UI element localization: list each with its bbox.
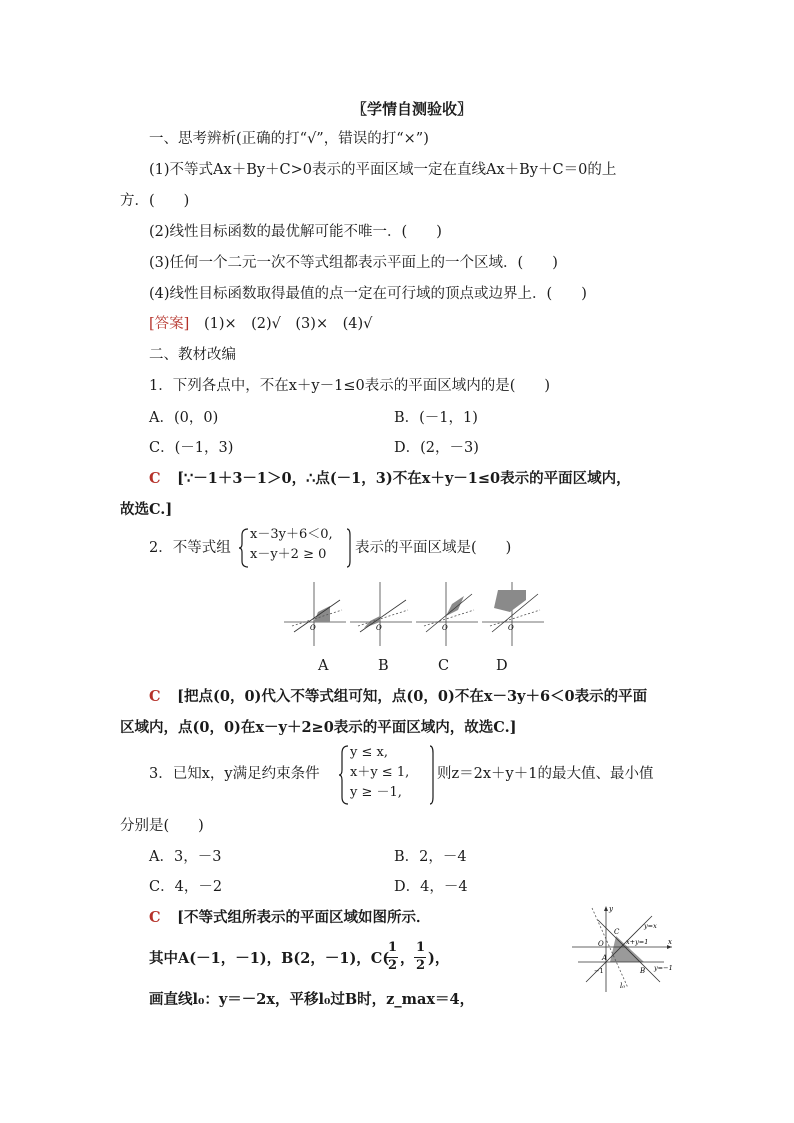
q2-stem-suffix: 表示的平面区域是( ) — [355, 540, 512, 556]
label-y-eq-x: y=x — [644, 922, 657, 930]
q2-graphs — [284, 578, 548, 650]
section-title: 〖学情自测验收〗 — [352, 100, 473, 118]
q1-stem: 1．下列各点中，不在x＋y－1≤0表示的平面区域内的是( ) — [149, 378, 551, 394]
q2-solution-line2: 区域内，点(0，0)在x－y＋2≥0表示的平面区域内，故选C.] — [120, 719, 517, 736]
q1-option-c: C．(－1，3) — [149, 440, 234, 456]
graph-b — [350, 582, 412, 646]
statement-1-cont: 方．( ) — [120, 193, 190, 209]
q3-answer-letter: C — [149, 909, 161, 926]
q3-solution-line2 — [149, 949, 389, 969]
q2-solution-line1: [把点(0，0)代入不等式组可知，点(0，0)不在x－3y＋6＜0表示的平面 — [177, 688, 648, 705]
statement-3: (3)任何一个二元一次不等式组都表示平面上的一个区域．( ) — [149, 255, 558, 271]
q3-system-line2: x＋y ≤ 1, — [350, 765, 410, 780]
graph-label-b: B — [378, 658, 389, 674]
q2-brace — [238, 527, 250, 569]
label-b: B — [640, 967, 646, 975]
q2-solution — [149, 687, 647, 707]
q2-system-line1: x－3y＋6＜0, — [250, 527, 333, 542]
q1-option-b: B．(－1，1) — [394, 410, 478, 426]
label-x: x — [668, 938, 672, 946]
graph-a-origin: O — [310, 624, 316, 632]
q3-solution — [149, 908, 431, 928]
graph-b-origin: O — [376, 624, 382, 632]
q1-solution — [149, 469, 631, 489]
q3-system-line1: y ≤ x, — [350, 745, 388, 760]
q3-option-b: B．2，－4 — [394, 849, 467, 865]
label-l0: l₀ — [620, 982, 626, 990]
q1-solution-line1: [∵－1＋3－1＞0，∴点(－1，3)不在x＋y－1≤0表示的平面区域内， — [177, 470, 631, 487]
graph-a — [284, 582, 346, 646]
q3-stem-prefix: 3．已知x，y满足约束条件 — [149, 766, 320, 782]
label-y-eq-m1: y=−1 — [654, 964, 673, 972]
part1-heading: 一、思考辨析(正确的打“√”，错误的打“×”) — [149, 131, 429, 147]
q3-solution-line1: [不等式组所表示的平面区域如图所示． — [177, 909, 431, 926]
frac2-den: 2 — [416, 958, 426, 973]
q3-option-d: D．4，－4 — [394, 879, 468, 895]
q1-solution-line2: 故选C.] — [120, 501, 173, 518]
graph-c — [416, 582, 478, 646]
graph-label-c: C — [438, 658, 450, 674]
frac1-num: 1 — [388, 940, 398, 955]
label-x-plus-y: x+y=1 — [626, 938, 649, 946]
statement-2: (2)线性目标函数的最优解可能不唯一．( ) — [149, 224, 442, 240]
answer-tag: [答案] — [149, 316, 190, 332]
q3-brace — [338, 744, 350, 806]
label-a: A — [602, 954, 608, 962]
statement-4: (4)线性目标函数取得最值的点一定在可行域的顶点或边界上．( ) — [149, 286, 587, 302]
q3-system-line3: y ≥ －1, — [350, 785, 402, 800]
graph-d-origin: O — [508, 624, 514, 632]
q2-system-line2: x－y＋2 ≥ 0 — [250, 547, 327, 562]
part2-heading: 二、教材改编 — [149, 347, 236, 363]
q3-stem-suffix: 则z＝2x＋y＋1的最大值、最小值 — [437, 766, 654, 782]
q3-option-a: A．3，－3 — [149, 849, 222, 865]
q3-points: 其中A(－1，－1)，B(2，－1)，C( — [149, 950, 390, 967]
q1-option-d: D．(2，－3) — [394, 440, 479, 456]
label-c: C — [614, 928, 620, 936]
graph-label-a: A — [318, 658, 329, 674]
q2-answer-letter: C — [149, 688, 161, 705]
q3-brace-right — [428, 744, 436, 806]
answer-line — [149, 314, 372, 334]
graph-c-origin: O — [442, 624, 448, 632]
graph-d — [482, 582, 544, 646]
label-y: y — [609, 905, 613, 913]
q2-stem-prefix: 2．不等式组 — [149, 540, 231, 556]
q3-option-c: C．4，－2 — [149, 879, 223, 895]
q3-figure — [568, 902, 676, 994]
statement-1: (1)不等式Ax＋By＋C>0表示的平面区域一定在直线Ax＋By＋C＝0的上 — [149, 162, 617, 178]
label-o: O — [598, 940, 604, 948]
answer-text: (1)× (2)√ (3)× (4)√ — [203, 316, 373, 332]
q3-solution-line3: 画直线l₀：y＝－2x，平移l₀过B时，z_max＝4， — [149, 991, 475, 1008]
q2-brace-right — [345, 527, 353, 569]
graph-label-d: D — [496, 658, 508, 674]
label-minus1: −1 — [594, 967, 604, 975]
frac1-den: 2 — [388, 958, 398, 973]
q1-answer-letter: C — [149, 470, 161, 487]
frac2-num: 1 — [416, 940, 426, 955]
q1-option-a: A．(0，0) — [149, 410, 219, 426]
q3-stem-line2: 分别是( ) — [120, 818, 204, 834]
